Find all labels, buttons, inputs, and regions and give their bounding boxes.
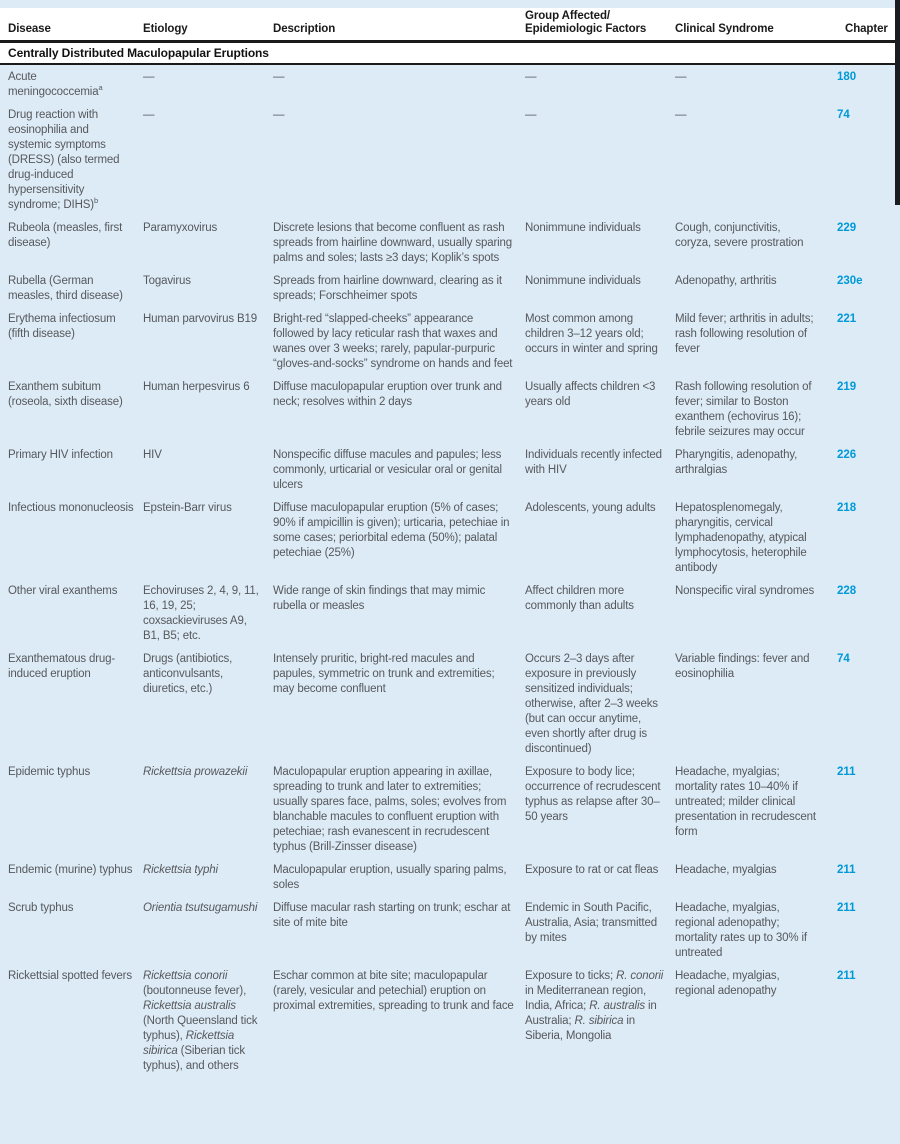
cell-description	[273, 501, 525, 576]
text-segment: Drug reaction with eosinophilia and systemic symptoms (DRESS) (also termed drug-induced hypersensitivity syndrome; DIHS)	[8, 109, 120, 211]
table-row	[8, 863, 900, 893]
text-segment: Infectious mononucleosis	[8, 502, 134, 514]
text-segment: Adolescents, young adults	[525, 502, 656, 514]
cell-disease	[8, 448, 143, 493]
text-segment: Discrete lesions that become confluent as rash spreads from hairline downward, usually sparing palms and soles; lasts ≥3 days; Koplik’s spots	[273, 222, 513, 264]
column-header-group-line1: Group Affected/	[525, 10, 610, 22]
cell-group	[525, 108, 675, 213]
text-segment: Wide range of skin findings that may mimic rubella or measles	[273, 585, 486, 612]
text-segment: Acute meningococcemia	[8, 71, 99, 98]
table-row	[8, 765, 900, 855]
cell-description	[273, 274, 525, 304]
table-row	[8, 312, 900, 372]
text-segment: Diffuse maculopapular eruption (5% of cases; 90% if ampicillin is given); urticaria, petechiae in some cases; periorbital edema (50%); palatal petechiae (25%)	[273, 502, 510, 559]
text-segment: HIV	[143, 449, 162, 461]
text-segment: Pharyngitis, adenopathy, arthralgias	[675, 449, 798, 476]
cell-clinical	[675, 501, 827, 576]
cell-clinical	[675, 584, 827, 644]
cell-group	[525, 274, 675, 304]
cell-description	[273, 312, 525, 372]
cell-etiology	[143, 863, 273, 893]
text-segment: 74	[837, 109, 850, 121]
text-segment: Diffuse maculopapular eruption over trunk and neck; resolves within 2 days	[273, 381, 502, 408]
text-segment: 180	[837, 71, 857, 83]
cell-etiology	[143, 108, 273, 213]
text-segment: Individuals recently infected with HIV	[525, 449, 662, 476]
table-row	[8, 901, 900, 961]
cell-disease	[8, 584, 143, 644]
cell-chapter	[827, 380, 900, 440]
table-header-row	[0, 8, 900, 40]
cell-etiology	[143, 221, 273, 266]
cell-chapter	[827, 274, 900, 304]
text-segment: Nonspecific viral syndromes	[675, 585, 815, 597]
column-header-description: Description	[273, 23, 336, 35]
text-segment: 229	[837, 222, 857, 234]
column-header-chapter: Chapter	[845, 23, 888, 35]
text-segment: Diffuse macular rash starting on trunk; eschar at site of mite bite	[273, 902, 511, 929]
cell-group	[525, 863, 675, 893]
text-segment: Cough, conjunctivitis, coryza, severe prostration	[675, 222, 804, 249]
cell-group	[525, 765, 675, 855]
cell-chapter	[827, 969, 900, 1074]
text-segment: —	[273, 71, 285, 83]
cell-description	[273, 652, 525, 757]
cell-chapter	[827, 108, 900, 213]
cell-chapter	[827, 901, 900, 961]
column-header-disease: Disease	[8, 23, 51, 35]
text-segment: Endemic in South Pacific, Australia, Asia; transmitted by mites	[525, 902, 657, 944]
cell-disease	[8, 221, 143, 266]
cell-etiology	[143, 312, 273, 372]
text-segment: a	[98, 83, 103, 93]
text-segment: —	[525, 109, 537, 121]
text-segment: Exanthem subitum (roseola, sixth disease)	[8, 381, 123, 408]
table-row	[8, 584, 900, 644]
text-segment: (North Queensland tick typhus),	[143, 1015, 258, 1042]
cell-description	[273, 70, 525, 100]
cell-description	[273, 765, 525, 855]
cell-clinical	[675, 221, 827, 266]
text-segment: Exposure to ticks;	[525, 970, 617, 982]
cell-disease	[8, 501, 143, 576]
column-header-group-line2: Epidemiologic Factors	[525, 23, 647, 35]
text-segment: 230e	[837, 275, 863, 287]
text-segment: Endemic (murine) typhus	[8, 864, 133, 876]
text-segment: (Siberian tick typhus), and others	[143, 1045, 246, 1072]
text-segment: Orientia tsutsugamushi	[143, 902, 258, 914]
text-segment: in Siberia, Mongolia	[525, 1015, 636, 1042]
text-segment: Hepatosplenomegaly, pharyngitis, cervical lymphadenopathy, atypical lymphocytosis, heterophile antibody	[675, 502, 807, 574]
text-segment: Nonimmune individuals	[525, 222, 641, 234]
cell-etiology	[143, 652, 273, 757]
text-segment: Intensely pruritic, bright-red macules and papules, symmetric on trunk and extremities; may become confluent	[273, 653, 495, 695]
text-segment: Togavirus	[143, 275, 191, 287]
text-segment: —	[675, 71, 687, 83]
cell-disease	[8, 901, 143, 961]
text-segment: Erythema infectiosum (fifth disease)	[8, 313, 116, 340]
text-segment: —	[675, 109, 687, 121]
cell-chapter	[827, 70, 900, 100]
cell-description	[273, 380, 525, 440]
table-row	[8, 448, 900, 493]
cell-group	[525, 969, 675, 1074]
text-segment: R. australis	[589, 1000, 645, 1012]
text-segment: Human herpesvirus 6	[143, 381, 250, 393]
cell-description	[273, 108, 525, 213]
text-segment: Rickettsia sibirica	[143, 1030, 235, 1057]
cell-etiology	[143, 765, 273, 855]
column-header-clinical-syndrome: Clinical Syndrome	[675, 23, 774, 35]
text-segment: Other viral exanthems	[8, 585, 118, 597]
text-segment: R. sibirica	[574, 1015, 624, 1027]
cell-clinical	[675, 765, 827, 855]
text-segment: Mild fever; arthritis in adults; rash following resolution of fever	[675, 313, 814, 355]
cell-clinical	[675, 312, 827, 372]
cell-clinical	[675, 652, 827, 757]
text-segment: Rash following resolution of fever; similar to Boston exanthem (echovirus 16); febrile seizures may occur	[675, 381, 812, 438]
text-segment: 228	[837, 585, 857, 597]
cell-disease	[8, 70, 143, 100]
text-segment: Rickettsia conorii	[143, 970, 228, 982]
text-segment: Spreads from hairline downward, clearing as it spreads; Forschheimer spots	[273, 275, 502, 302]
cell-etiology	[143, 584, 273, 644]
cell-clinical	[675, 863, 827, 893]
text-segment: 211	[837, 766, 856, 778]
cell-chapter	[827, 584, 900, 644]
text-segment: —	[143, 109, 155, 121]
table-row	[8, 221, 900, 266]
text-segment: Rickettsial spotted fevers	[8, 970, 132, 982]
cell-description	[273, 863, 525, 893]
text-segment: Exanthematous drug-induced eruption	[8, 653, 116, 680]
text-segment: Maculopapular eruption appearing in axillae, spreading to trunk and later to extremities; usually spares face, palms, soles; evolves from blanchable macules to confluent eruption with petechiae; rash evanescent in recrudescent typhus (Brill-Zinsser disease)	[273, 766, 507, 853]
cell-disease	[8, 108, 143, 213]
text-segment: 218	[837, 502, 857, 514]
text-segment: Rickettsia typhi	[143, 864, 218, 876]
text-segment: Exposure to rat or cat fleas	[525, 864, 659, 876]
text-segment: —	[143, 71, 155, 83]
cell-clinical	[675, 448, 827, 493]
text-segment: Scrub typhus	[8, 902, 74, 914]
text-segment: Occurs 2–3 days after exposure in previously sensitized individuals; otherwise, after 2–3 weeks (but can occur anytime, even shortly after drug is discontinued)	[525, 653, 658, 755]
cell-chapter	[827, 765, 900, 855]
table-row	[8, 108, 900, 213]
cell-clinical	[675, 901, 827, 961]
text-segment: Rickettsia australis	[143, 1000, 236, 1012]
text-segment: Bright-red “slapped-cheeks” appearance followed by lacy reticular rash that waxes and wanes over 3 weeks; rarely, papular-purpuric “gloves-and-socks” syndrome on hands and feet	[273, 313, 513, 370]
table-row	[8, 652, 900, 757]
cell-group	[525, 901, 675, 961]
table-row	[8, 70, 900, 100]
cell-clinical	[675, 969, 827, 1074]
text-segment: Nonimmune individuals	[525, 275, 641, 287]
cell-group	[525, 652, 675, 757]
text-segment: Primary HIV infection	[8, 449, 113, 461]
text-segment: 211	[837, 902, 856, 914]
cell-group	[525, 584, 675, 644]
cell-clinical	[675, 108, 827, 213]
cell-etiology	[143, 70, 273, 100]
text-segment: Headache, myalgias, regional adenopathy	[675, 970, 780, 997]
table-row	[8, 501, 900, 576]
cell-etiology	[143, 448, 273, 493]
text-segment: Epidemic typhus	[8, 766, 91, 778]
cell-group	[525, 501, 675, 576]
cell-group	[525, 221, 675, 266]
table-body	[0, 65, 900, 1144]
text-segment: (boutonneuse fever),	[143, 985, 247, 997]
cell-group	[525, 380, 675, 440]
text-segment: 221	[837, 313, 857, 325]
cell-disease	[8, 863, 143, 893]
table-row	[8, 380, 900, 440]
cell-disease	[8, 380, 143, 440]
text-segment: 226	[837, 449, 857, 461]
cell-chapter	[827, 221, 900, 266]
text-segment: Headache, myalgias	[675, 864, 777, 876]
text-segment: Paramyxovirus	[143, 222, 218, 234]
text-segment: b	[93, 196, 98, 206]
text-segment: Drugs (antibiotics, anticonvulsants, diuretics, etc.)	[143, 653, 233, 695]
text-segment: Eschar common at bite site; maculopapular (rarely, vesicular and petechial) eruption on proximal extremities, spreading to trunk and face	[273, 970, 514, 1012]
cell-etiology	[143, 969, 273, 1074]
page-edge-border	[895, 0, 900, 205]
text-segment: Rubeola (measles, first disease)	[8, 222, 123, 249]
top-strip	[0, 0, 900, 8]
text-segment: Headache, myalgias; mortality rates 10–40% if untreated; milder clinical presentation in recrudescent form	[675, 766, 816, 838]
section-header: Centrally Distributed Maculopapular Eruptions	[0, 43, 900, 63]
cell-chapter	[827, 501, 900, 576]
table-row	[8, 274, 900, 304]
cell-disease	[8, 312, 143, 372]
cell-description	[273, 221, 525, 266]
cell-description	[273, 448, 525, 493]
cell-etiology	[143, 380, 273, 440]
cell-group	[525, 448, 675, 493]
text-segment: Affect children more commonly than adults	[525, 585, 634, 612]
column-header-group	[525, 10, 675, 36]
text-segment: Usually affects children <3 years old	[525, 381, 656, 408]
cell-description	[273, 901, 525, 961]
cell-clinical	[675, 380, 827, 440]
cell-clinical	[675, 70, 827, 100]
cell-chapter	[827, 652, 900, 757]
cell-chapter	[827, 312, 900, 372]
cell-chapter	[827, 863, 900, 893]
cell-description	[273, 969, 525, 1074]
text-segment: Epstein-Barr virus	[143, 502, 232, 514]
cell-disease	[8, 652, 143, 757]
text-segment: Rubella (German measles, third disease)	[8, 275, 123, 302]
cell-clinical	[675, 274, 827, 304]
text-segment: —	[525, 71, 537, 83]
text-segment: in Mediterranean region, India, Africa;	[525, 985, 647, 1012]
cell-disease	[8, 765, 143, 855]
text-segment: Most common among children 3–12 years old; occurs in winter and spring	[525, 313, 658, 355]
cell-etiology	[143, 501, 273, 576]
cell-etiology	[143, 274, 273, 304]
cell-group	[525, 70, 675, 100]
text-segment: Adenopathy, arthritis	[675, 275, 777, 287]
text-segment: 219	[837, 381, 857, 393]
cell-group	[525, 312, 675, 372]
cell-disease	[8, 274, 143, 304]
text-segment: 211	[837, 970, 856, 982]
text-segment: Exposure to body lice; occurrence of recrudescent typhus as relapse after 30–50 years	[525, 766, 661, 823]
text-segment: Variable findings: fever and eosinophilia	[675, 653, 810, 680]
text-segment: in Australia;	[525, 1000, 657, 1027]
text-segment: Echoviruses 2, 4, 9, 11, 16, 19, 25; coxsackieviruses A9, B1, B5; etc.	[143, 585, 259, 642]
text-segment: —	[273, 109, 285, 121]
table-row	[8, 969, 900, 1074]
cell-chapter	[827, 448, 900, 493]
cell-etiology	[143, 901, 273, 961]
text-segment: 211	[837, 864, 856, 876]
cell-description	[273, 584, 525, 644]
text-segment: R. conorii	[616, 970, 664, 982]
text-segment: Headache, myalgias, regional adenopathy; mortality rates up to 30% if untreated	[675, 902, 807, 959]
column-header-etiology: Etiology	[143, 23, 188, 35]
text-segment: Maculopapular eruption, usually sparing palms, soles	[273, 864, 507, 891]
text-segment: Rickettsia prowazekii	[143, 766, 248, 778]
cell-disease	[8, 969, 143, 1074]
text-segment: Nonspecific diffuse macules and papules; less commonly, urticarial or vesicular oral or genital ulcers	[273, 449, 502, 491]
text-segment: 74	[837, 653, 850, 665]
text-segment: Human parvovirus B19	[143, 313, 257, 325]
